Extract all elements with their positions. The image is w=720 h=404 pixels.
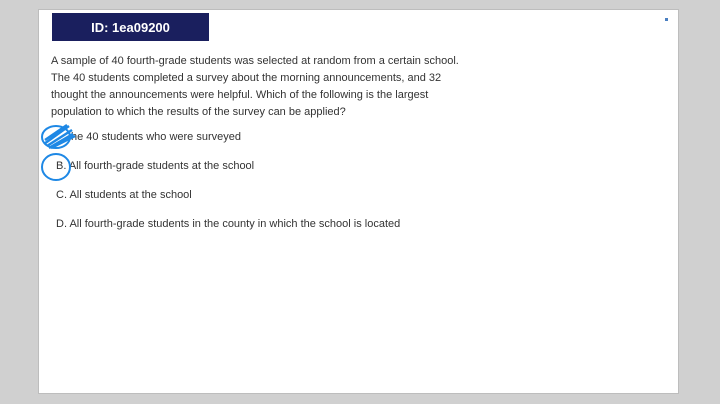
corner-marker-icon	[665, 18, 668, 21]
worksheet-page	[38, 9, 679, 394]
choice-c[interactable]: C. All students at the school	[56, 189, 192, 201]
choice-d[interactable]: D. All fourth-grade students in the county in which the school is located	[56, 218, 401, 230]
choice-a[interactable]: he 40 students who were surveyed	[71, 131, 241, 143]
question-text: A sample of 40 fourth-grade students was selected at random from a certain school. The 40 students completed a survey about the morning announcements, and 32 thought the announcements were helpful. Which of the following is the largest population to which the results of the survey can be applied?	[51, 55, 459, 118]
choice-b[interactable]: B. All fourth-grade students at the school	[56, 160, 255, 172]
question-id-badge: ID: 1ea09200	[52, 13, 209, 41]
